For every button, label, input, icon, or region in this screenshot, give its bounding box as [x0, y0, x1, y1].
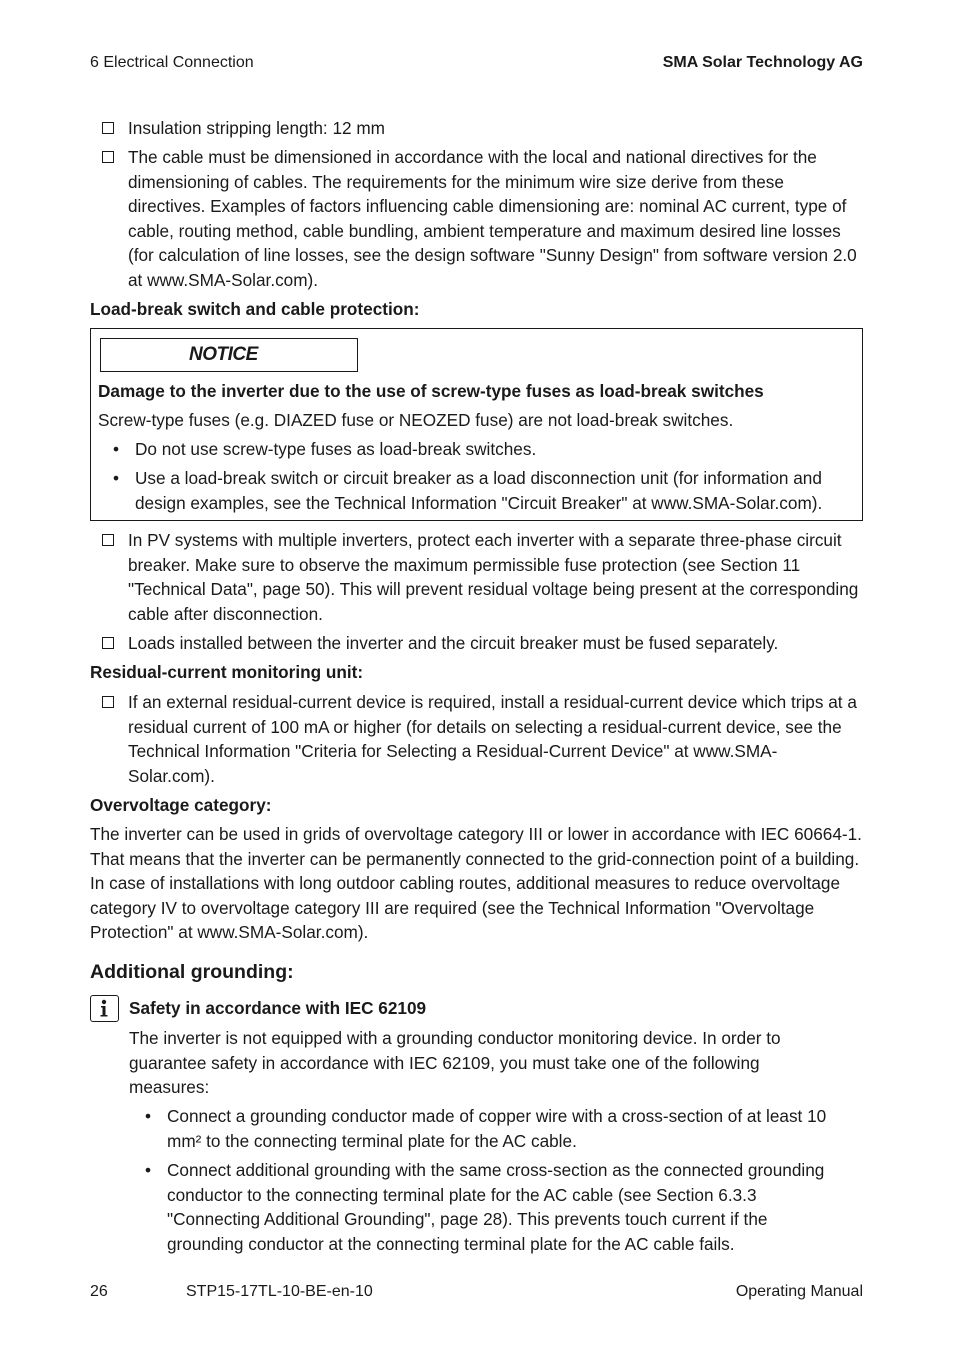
checkbox-icon — [102, 534, 114, 546]
checklist-item — [90, 116, 863, 141]
bullet-icon: • — [145, 1160, 152, 1180]
section-heading-residual: Residual-current monitoring unit: — [90, 662, 364, 682]
overvoltage-paragraph: The inverter can be used in grids of overvoltage category III or lower in accordance with IEC 60664-1. That means that the inverter can be permanently connected to the grid-connection point of a building. In case of installations with long outdoor cabling routes, additional measures to reduce overvoltage category IV to overvoltage category III are required (see the Technical Information "Overvoltage Protection" at www.SMA-Solar.com). — [90, 824, 862, 943]
bullet-icon: • — [113, 468, 120, 488]
checkbox-icon — [102, 637, 114, 649]
checklist-text: Loads installed between the inverter and the circuit breaker must be fused separately. — [128, 633, 779, 653]
notice-text: Screw-type fuses (e.g. DIAZED fuse or NEOZED fuse) are not load-break switches. — [98, 410, 734, 430]
notice-bullet — [113, 466, 853, 515]
info-body: The inverter is not equipped with a grounding conductor monitoring device. In order to guarantee safety in accordance with IEC 62109, you must take one of the following measures: — [129, 1028, 781, 1098]
checklist-text: Insulation stripping length: 12 mm — [128, 118, 385, 138]
running-header-section: 6 Electrical Connection — [90, 54, 254, 71]
notice-bullet-text: Do not use screw-type fuses as load-break switches. — [135, 439, 537, 459]
checkbox-icon — [102, 151, 114, 163]
bullet-icon: • — [145, 1106, 152, 1126]
grounding-bullet-text: Connect additional grounding with the same cross-section as the connected grounding conductor to the connecting terminal plate for the AC cable (see Section 6.3.3 "Connecting Additional Grounding", page 28). This prevents touch current if the grounding conductor at the connecting terminal plate for the AC cable fails. — [167, 1160, 825, 1254]
notice-box — [90, 328, 863, 521]
checklist-text: The cable must be dimensioned in accordance with the local and national directives for the dimensioning of cables. The requirements for the minimum wire size derive from these directives. Examples of factors influencing cable dimensioning are: nominal AC current, type of cable, routing method, cable bundling, ambient temperature and maximum desired line losses (for calculation of line losses, see the design software "Sunny Design" from software version 2.0 at www.SMA-Solar.com). — [128, 147, 857, 290]
info-title: Safety in accordance with IEC 62109 — [129, 998, 427, 1018]
info-icon — [90, 995, 119, 1022]
checkbox-icon — [102, 696, 114, 708]
notice-bullet — [113, 437, 853, 462]
running-header-company: SMA Solar Technology AG — [662, 54, 863, 71]
section-heading-load-break: Load-break switch and cable protection: — [90, 299, 420, 319]
bullet-icon: • — [113, 439, 120, 459]
grounding-bullet-text: Connect a grounding conductor made of copper wire with a cross-section of at least 10 mm² to the connecting terminal plate for the AC cable. — [167, 1106, 827, 1151]
checklist-text: If an external residual-current device is required, install a residual-current device which trips at a residual current of 100 mA or higher (for details on selecting a residual-current device, see the Technical Information "Criteria for Selecting a Residual-Current Device" at www.SMA-Solar.com). — [128, 692, 857, 786]
notice-title: Damage to the inverter due to the use of screw-type fuses as load-break switches — [98, 381, 764, 401]
checklist-item — [90, 631, 863, 656]
checklist-item — [90, 690, 863, 788]
grounding-bullet — [145, 1104, 845, 1153]
document-id: STP15-17TL-10-BE-en-10 — [186, 1283, 373, 1300]
notice-label: NOTICE — [100, 338, 358, 372]
checklist-item — [90, 528, 863, 626]
section-heading-grounding: Additional grounding: — [90, 961, 294, 983]
grounding-bullet — [145, 1158, 845, 1256]
notice-bullet-text: Use a load-break switch or circuit breaker as a load disconnection unit (for information and design examples, see the Technical Information "Circuit Breaker" at www.SMA-Solar.com). — [135, 468, 823, 513]
manual-title: Operating Manual — [735, 1283, 863, 1300]
checklist-item — [90, 145, 863, 293]
page-number: 26 — [90, 1283, 108, 1300]
checkbox-icon — [102, 122, 114, 134]
section-heading-overvoltage: Overvoltage category: — [90, 795, 272, 815]
checklist-text: In PV systems with multiple inverters, protect each inverter with a separate three-phase circuit breaker. Make sure to observe the maximum permissible fuse protection (see Section 11 "Technical Data", page 50). This will prevent residual voltage being present at the corresponding cable after disconnection. — [128, 530, 859, 624]
